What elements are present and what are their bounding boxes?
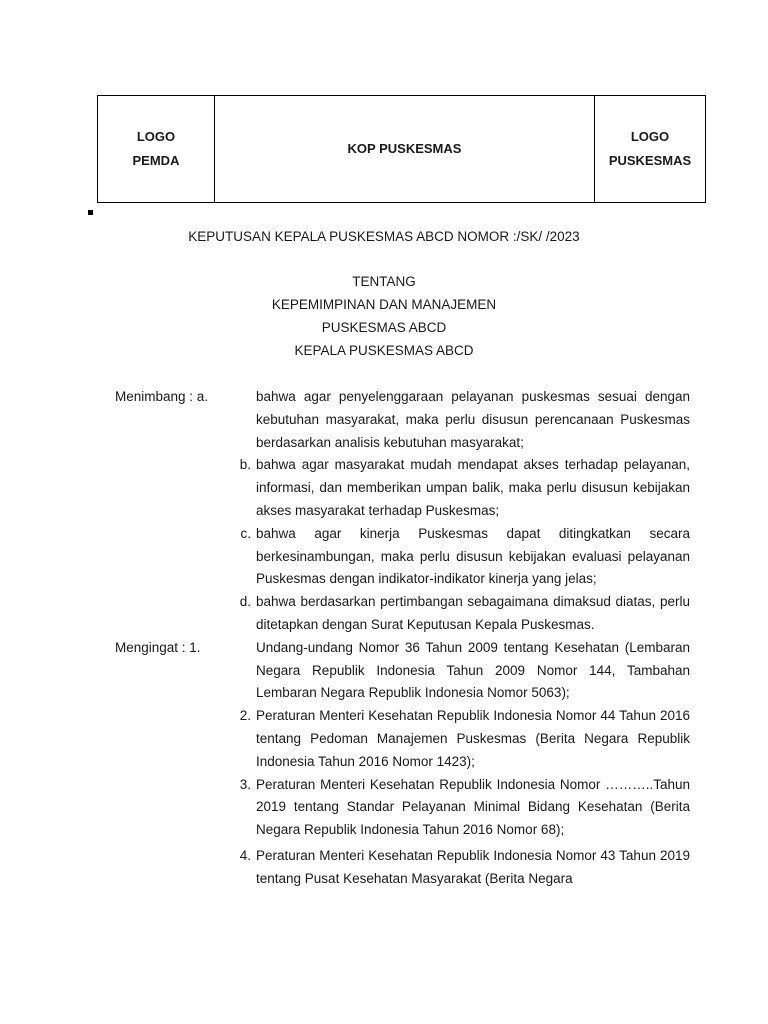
menimbang-label: Menimbang : a.	[115, 389, 209, 404]
mengingat-item-2	[115, 705, 690, 773]
logo-puskesmas-line1: LOGO	[630, 129, 670, 144]
decree-title: KEPUTUSAN KEPALA PUSKESMAS ABCD NOMOR :/SK/ /2023	[188, 229, 580, 244]
menimbang-text-b: bahwa agar masyarakat mudah mendapat akses terhadap pelayanan, informasi, dan memberikan umpan balik, maka perlu disusun kebijakan akses masyarakat terhadap Puskesmas;	[256, 457, 690, 518]
bullet-mark	[88, 210, 93, 215]
menimbang-marker-d: d.	[239, 594, 251, 610]
menimbang-marker-c: c.	[240, 525, 251, 541]
mengingat-item-4	[115, 845, 690, 891]
decree-body	[115, 386, 690, 891]
mengingat-marker-2: 2.	[239, 708, 251, 724]
menimbang-text-c: bahwa agar kinerja Puskesmas dapat ditingkatkan secara berkesinambungan, maka perlu disusun kebijakan evaluasi pelayanan Puskesmas dengan indikator-indikator kinerja yang jelas;	[256, 525, 690, 587]
menimbang-item-b	[115, 454, 690, 522]
kop-puskesmas-text: KOP PUSKESMAS	[347, 141, 462, 156]
mengingat-text-2: Peraturan Menteri Kesehatan Republik Indonesia Nomor 44 Tahun 2016 tentang Pedoman Manajemen Puskesmas (Berita Negara Republik Indonesia Tahun 2016 Nomor 1423);	[256, 708, 690, 769]
mengingat-item-1	[115, 637, 690, 705]
menimbang-item-c	[115, 523, 690, 591]
mengingat-text-4: Peraturan Menteri Kesehatan Republik Indonesia Nomor 43 Tahun 2019 tentang Pusat Kesehatan Masyarakat (Berita Negara	[256, 847, 690, 886]
menimbang-item-d	[115, 591, 690, 637]
mengingat-item-3	[115, 774, 690, 842]
logo-puskesmas-cell	[595, 96, 705, 202]
logo-puskesmas-line2: PUSKESMAS	[608, 153, 692, 168]
mengingat-text-3: Peraturan Menteri Kesehatan Republik Indonesia Nomor ………..Tahun 2019 tentang Standar Pelayanan Minimal Bidang Kesehatan (Berita Negara Republik Indonesia Tahun 2016 Nomor 68);	[256, 776, 690, 838]
logo-pemda-line2: PEMDA	[132, 153, 180, 168]
menimbang-item-a	[115, 386, 690, 454]
subject-line-1: KEPEMIMPINAN DAN MANAJEMEN	[271, 297, 497, 312]
logo-pemda-line1: LOGO	[136, 129, 176, 144]
subject-line-2: PUSKESMAS ABCD	[321, 320, 447, 335]
mengingat-marker-4: 4.	[239, 847, 251, 863]
letterhead-table	[97, 95, 706, 203]
mengingat-label: Mengingat : 1.	[115, 639, 201, 655]
menimbang-text-d: bahwa berdasarkan pertimbangan sebagaimana dimaksud diatas, perlu ditetapkan dengan Surat Keputusan Kepala Puskesmas.	[256, 594, 690, 632]
tentang-heading: TENTANG	[352, 274, 416, 289]
menimbang-text-a: bahwa agar penyelenggaraan pelayanan puskesmas sesuai dengan kebutuhan masyarakat, maka perlu disusun perencanaan Puskesmas berdasarkan analisis kebutuhan masyarakat;	[256, 389, 690, 450]
issuer-line: KEPALA PUSKESMAS ABCD	[294, 343, 474, 358]
mengingat-text-1: Undang-undang Nomor 36 Tahun 2009 tentang Kesehatan (Lembaran Negara Republik Indonesia Tahun 2009 Nomor 144, Tambahan Lembaran Negara Republik Indonesia Nomor 5063);	[256, 639, 690, 701]
mengingat-marker-3: 3.	[239, 776, 251, 792]
logo-pemda-cell	[98, 96, 215, 202]
menimbang-marker-b: b.	[239, 457, 251, 473]
kop-puskesmas-cell	[215, 96, 595, 202]
